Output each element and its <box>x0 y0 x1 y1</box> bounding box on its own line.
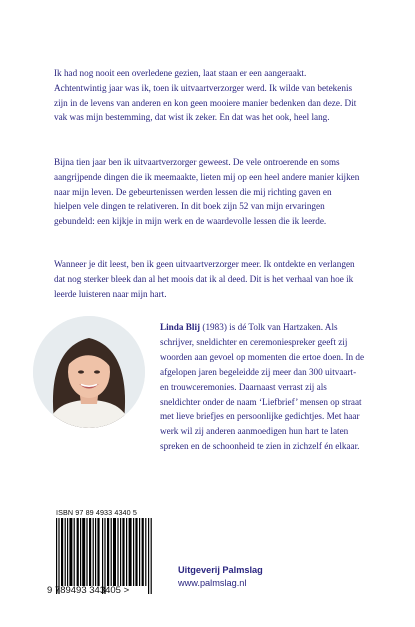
publisher-website[interactable]: www.palmslag.nl <box>178 578 247 588</box>
isbn-label: ISBN 97 89 4933 4340 5 <box>56 508 137 517</box>
blurb-paragraph-2: Bijna tien jaar ben ik uitvaartverzorger geweest. De vele ontroerende en soms aangrijpende dingen die ik meemaakte, lieten mij op een heel andere manier kijken naar mijn leven. De gebeurtenissen werden lessen die mij richting gaven en hielpen vele dingen te relativeren. In dit boek zijn 52 van mijn ervaringen gebundeld: een kijkje in mijn werk en de waardevolle lessen die ik leerde. <box>54 157 360 227</box>
author-name: Linda Blij <box>160 322 201 332</box>
author-bio <box>160 320 366 454</box>
publisher-name: Uitgeverij Palmslag <box>178 565 263 575</box>
barcode <box>56 518 153 594</box>
author-bio-text: (1983) is dé Tolk van Hartzaken. Als schrijver, sneldichter en ceremoniespreker geeft zij woorden aan gevoel op momenten die ertoe doen. In de afgelopen jaren begeleidde zij meer dan 300 uitvaart- en trouwceremonies. Daarnaast verrast zij als sneldichter onder de naam ‘Liefbrief’ mensen op straat met lieve briefjes en persoonlijke gedichtjes. Met haar werk wil zij anderen aanmoedigen hun hart te laten spreken en de schoonheid te zien in zichzelf én elkaar. <box>160 322 365 452</box>
blurb-paragraph-3: Wanneer je dit leest, ben ik geen uitvaartverzorger meer. Ik ontdekte en verlangen dat nog sterker bleek dan al het moois dat ik al deed. Dit is het verhaal van hoe ik leerde luisteren naar mijn hart. <box>54 259 355 299</box>
barcode-digits: 9 789493 343405 > <box>47 585 130 596</box>
author-photo <box>33 316 145 428</box>
blurb-paragraph-1: Ik had nog nooit een overledene gezien, laat staan er een aangeraakt. Achtentwintig jaar was ik, toen ik uitvaartverzorger werd. Ik wilde van betekenis zijn in de levens van anderen en kon geen mooiere manier bedenken dan deze. Dit vak was mijn bestemming, dat wist ik zeker. En dat was het ook, heel lang. <box>54 68 357 123</box>
